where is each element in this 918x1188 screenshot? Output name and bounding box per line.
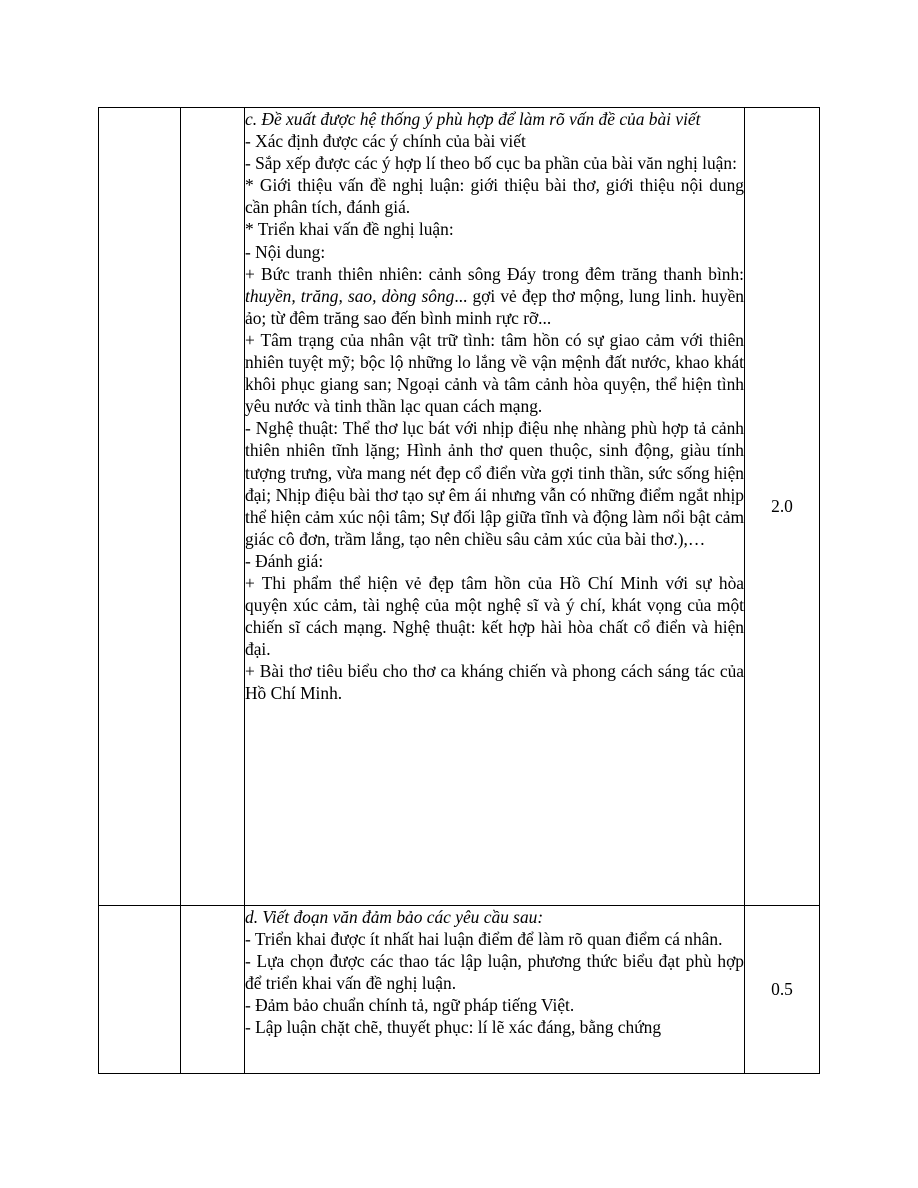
table-row: [99, 906, 820, 1074]
rubric-table: [98, 107, 820, 1074]
criteria-line: - Xác định được các ý chính của bài viết: [245, 131, 526, 152]
criteria-cell: [245, 108, 745, 906]
criteria-line: - Nghệ thuật: Thể thơ lục bát với nhịp điệu nhẹ nhàng phù hợp tả cảnh thiên nhiên tĩnh lặng; Hình ảnh thơ quen thuộc, sinh động, giàu tính tượng trưng, vừa mang nét đẹp cổ điển vừa gợi tinh thần, sức sống hiện đại; Nhịp điệu bài thơ tạo sự êm ái nhưng vẫn có những điểm ngắt nhịp thể hiện cảm xúc nội tâm; Sự đối lập giữa tĩnh và động làm nổi bật cảm giác cô đơn, trầm lắng, tạo nên chiều sâu cảm xúc của bài thơ.),…: [245, 418, 744, 549]
criteria-line: - Triển khai được ít nhất hai luận điểm để làm rõ quan điểm cá nhân.: [245, 929, 723, 950]
empty-cell: [181, 906, 245, 1074]
empty-cell: [181, 108, 245, 906]
table-row: [99, 108, 820, 906]
criteria-heading: c. Đề xuất được hệ thống ý phù hợp để làm rõ vấn đề của bài viết: [245, 109, 701, 129]
criteria-line: + Bài thơ tiêu biểu cho thơ ca kháng chiến và phong cách sáng tác của Hồ Chí Minh.: [245, 661, 744, 704]
criteria-heading: d. Viết đoạn văn đảm bảo các yêu cầu sau:: [245, 907, 544, 927]
text-segment: + Bức tranh thiên nhiên: cảnh sông Đáy trong đêm trăng thanh bình:: [245, 263, 744, 284]
criteria-cell: [245, 906, 745, 1074]
criteria-line: - Sắp xếp được các ý hợp lí theo bố cục ba phần của bài văn nghị luận:: [245, 153, 737, 174]
criteria-line: - Đảm bảo chuẩn chính tả, ngữ pháp tiếng Việt.: [245, 995, 575, 1016]
criteria-line: + Thi phẩm thể hiện vẻ đẹp tâm hồn của Hồ Chí Minh với sự hòa quyện xúc cảm, tài nghệ của một nghệ sĩ và ý chí, khát vọng của một chiến sĩ cách mạng. Nghệ thuật: kết hợp hài hòa chất cổ điển và hiện đại.: [245, 572, 744, 660]
empty-cell: [99, 906, 181, 1074]
criteria-line: + Tâm trạng của nhân vật trữ tình: tâm hồn có sự giao cảm với thiên nhiên tuyệt mỹ; bộc lộ những lo lắng về vận mệnh đất nước, khao khát khôi phục giang san; Ngoại cảnh và tâm cảnh hòa quyện, thể hiện tình yêu nước và tinh thần lạc quan cách mạng.: [245, 329, 744, 417]
italic-examples: thuyền, trăng, sao, dòng sông: [245, 285, 455, 306]
criteria-line: - Nội dung:: [245, 241, 326, 262]
score-cell: 0.5: [745, 906, 820, 1074]
criteria-line: * Giới thiệu vấn đề nghị luận: giới thiệu bài thơ, giới thiệu nội dung cần phân tích, đánh giá.: [245, 175, 744, 218]
criteria-line: - Lựa chọn được các thao tác lập luận, phương thức biểu đạt phù hợp để triển khai vấn đề nghị luận.: [245, 951, 744, 994]
empty-cell: [99, 108, 181, 906]
criteria-line-nature: [245, 263, 744, 329]
text-segment: ... gợi vẻ đẹp thơ mộng, lung linh. huyền ảo; từ đêm trăng sao đến bình minh rực rỡ...: [245, 285, 744, 328]
criteria-line: - Đánh giá:: [245, 550, 324, 571]
score-cell: 2.0: [745, 108, 820, 906]
criteria-line: * Triển khai vấn đề nghị luận:: [245, 219, 454, 240]
criteria-line: - Lập luận chặt chẽ, thuyết phục: lí lẽ xác đáng, bằng chứng: [245, 1017, 662, 1038]
